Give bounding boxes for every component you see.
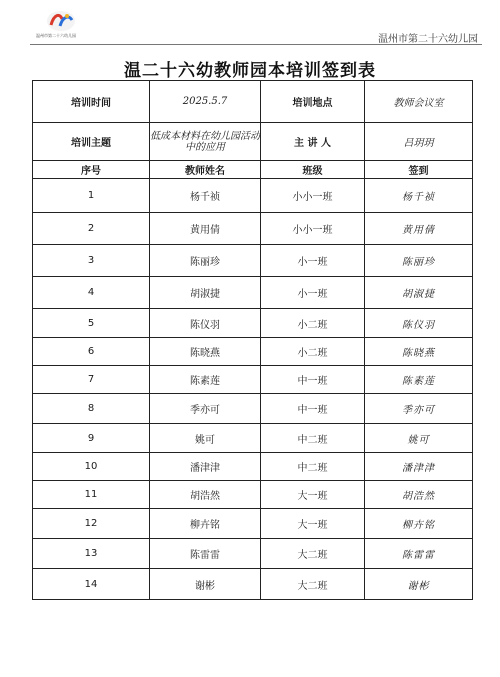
column-header-no: 序号 (33, 161, 150, 179)
school-name: 温州市第二十六幼儿园 (378, 34, 478, 45)
class-name: 大二班 (261, 539, 365, 569)
class-name: 中一班 (261, 394, 365, 424)
row-number: 3 (33, 245, 150, 277)
class-name: 中二班 (261, 424, 365, 453)
table-row (33, 179, 473, 213)
signature: 陈仪羽 (365, 309, 473, 338)
row-number: 10 (33, 453, 150, 481)
signature: 谢彬 (365, 569, 473, 600)
signature: 杨千祯 (365, 179, 473, 213)
school-logo-icon (46, 10, 76, 32)
signature: 潘津津 (365, 453, 473, 481)
teacher-name: 柳卉铭 (150, 509, 261, 539)
teacher-name: 姚可 (150, 424, 261, 453)
signature: 季亦可 (365, 394, 473, 424)
table-row (33, 539, 473, 569)
table-row (33, 424, 473, 453)
class-name: 大一班 (261, 509, 365, 539)
table-row (33, 453, 473, 481)
row-number: 1 (33, 179, 150, 213)
place-value: 教师会议室 (365, 81, 473, 123)
row-number: 11 (33, 481, 150, 509)
place-label: 培训地点 (261, 81, 365, 123)
document-title: 温二十六幼教师园本培训签到表 (124, 61, 376, 81)
signature: 胡浩然 (365, 481, 473, 509)
topic-label: 培训主题 (33, 123, 150, 161)
row-number: 13 (33, 539, 150, 569)
signature: 胡淑捷 (365, 277, 473, 309)
row-number: 14 (33, 569, 150, 600)
column-header-class: 班级 (261, 161, 365, 179)
info-row-time-place (33, 81, 473, 123)
teacher-name: 季亦可 (150, 394, 261, 424)
signature: 姚可 (365, 424, 473, 453)
class-name: 小一班 (261, 245, 365, 277)
teacher-name: 胡淑捷 (150, 277, 261, 309)
row-number: 12 (33, 509, 150, 539)
table-row (33, 569, 473, 600)
class-name: 中一班 (261, 366, 365, 394)
time-value: 2025.5.7 (150, 81, 261, 123)
teacher-name: 杨千祯 (150, 179, 261, 213)
teacher-name: 陈丽珍 (150, 245, 261, 277)
row-number: 9 (33, 424, 150, 453)
teacher-name: 陈雷雷 (150, 539, 261, 569)
table-row (33, 309, 473, 338)
column-header-sign: 签到 (365, 161, 473, 179)
info-row-topic-speaker (33, 123, 473, 161)
table-row (33, 245, 473, 277)
signature: 柳卉铭 (365, 509, 473, 539)
class-name: 大二班 (261, 569, 365, 600)
class-name: 小二班 (261, 309, 365, 338)
table-row (33, 338, 473, 366)
row-number: 8 (33, 394, 150, 424)
class-name: 大一班 (261, 481, 365, 509)
time-label: 培训时间 (33, 81, 150, 123)
topic-value: 低成本材料在幼儿园活动中的应用 (150, 123, 261, 161)
class-name: 小小一班 (261, 179, 365, 213)
signature: 陈雷雷 (365, 539, 473, 569)
table-row (33, 213, 473, 245)
row-number: 4 (33, 277, 150, 309)
signature: 陈晓燕 (365, 338, 473, 366)
signature: 黄用倩 (365, 213, 473, 245)
teacher-name: 谢彬 (150, 569, 261, 600)
row-number: 6 (33, 338, 150, 366)
teacher-name: 陈素莲 (150, 366, 261, 394)
column-header-name: 教师姓名 (150, 161, 261, 179)
table-row (33, 509, 473, 539)
teacher-name: 潘津津 (150, 453, 261, 481)
table-row (33, 481, 473, 509)
row-number: 5 (33, 309, 150, 338)
row-number: 7 (33, 366, 150, 394)
teacher-name: 黄用倩 (150, 213, 261, 245)
logo-caption: 温州市第二十六幼儿园 (36, 33, 76, 38)
table-row (33, 277, 473, 309)
speaker-label: 主 讲 人 (261, 123, 365, 161)
table-row (33, 366, 473, 394)
teacher-name: 胡浩然 (150, 481, 261, 509)
teacher-name: 陈仪羽 (150, 309, 261, 338)
class-name: 小一班 (261, 277, 365, 309)
class-name: 小小一班 (261, 213, 365, 245)
roster-rows (33, 179, 473, 600)
class-name: 小二班 (261, 338, 365, 366)
school-logo (36, 10, 88, 40)
signature: 陈丽珍 (365, 245, 473, 277)
sign-in-table (32, 80, 473, 600)
header-divider (30, 44, 482, 45)
table-row (33, 394, 473, 424)
teacher-name: 陈晓燕 (150, 338, 261, 366)
signature: 陈素莲 (365, 366, 473, 394)
class-name: 中二班 (261, 453, 365, 481)
row-number: 2 (33, 213, 150, 245)
column-header-row (33, 161, 473, 179)
speaker-value: 吕玥玥 (365, 123, 473, 161)
